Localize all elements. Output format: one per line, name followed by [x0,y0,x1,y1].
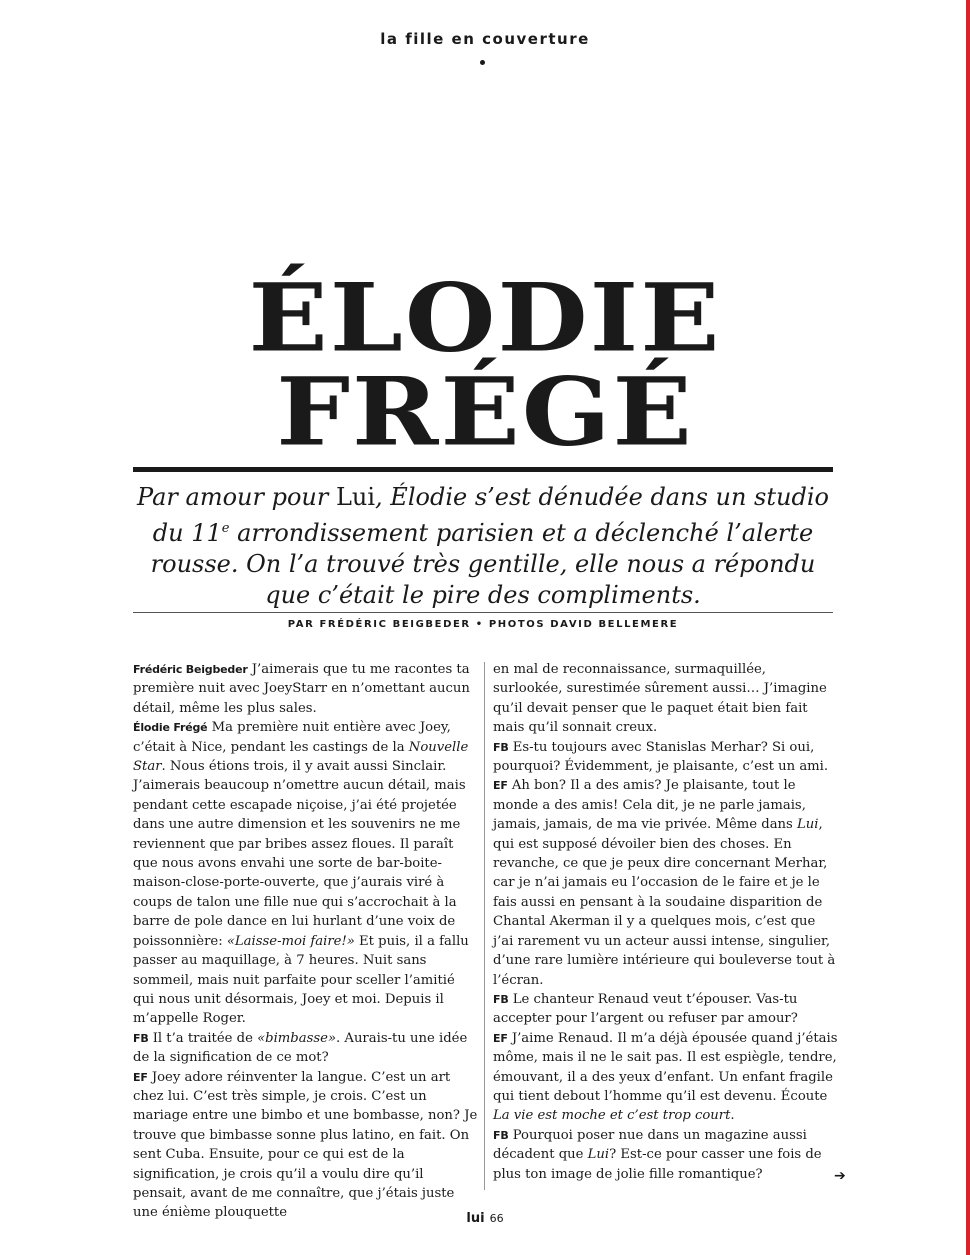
question-text: Es-tu toujours avec Stanislas Merhar? Si oui, pourquoi? Évidemment, je plaisante, c’est un ami. [493,739,829,775]
article-title-line-2: FRÉGÉ [276,356,694,467]
answer [133,1068,478,1223]
question [133,660,478,718]
answer [133,718,478,1029]
deck-text: arrondissement parisien et a déclenché l’alerte rousse. On l’a trouvé très gentille, elle nous a répondu que c’était le pire des compliments. [150,519,816,609]
answer [493,1029,838,1126]
speaker-label: FB [133,1031,149,1045]
answer [493,776,838,989]
answer-italic: Nouvelle Star [133,739,469,775]
answer-text: . [730,1108,735,1124]
answer-italic: Lui [797,817,819,833]
speaker-label: EF [493,779,508,793]
deck-text: , Élodie s’est dénudée dans un studio du 11 [152,483,829,547]
question [493,990,838,1029]
answer-text: Joey adore réinventer la langue. C’est un art chez lui. C’est très simple, je crois. C’est un mariage entre une bimbo et une bombasse, non? Je trouve que bimbasse sonne plus latino, en fait. On sent Cuba. Ensuite, pour ce qui est de la signification, je crois qu’il a voulu dire qu’il pensait, avant de me connaître, que j’étais juste une énième plouquette [133,1069,478,1221]
answer-text: Ma première nuit entière avec Joey, c’était à Nice, pendant les castings de la [133,720,451,755]
speaker-label: FB [493,1128,509,1142]
rubric-dot [480,60,485,65]
speaker-label: Élodie Frégé [133,721,208,735]
page-footer [0,1207,970,1226]
question-text: ? Est-ce pour casser une fois de plus ton image de jolie fille romantique? [493,1147,822,1182]
speaker-label: FB [493,740,509,754]
byline: PAR FRÉDÉRIC BEIGBEDER • PHOTOS DAVID BELLEMERE [287,619,679,630]
speaker-label: EF [493,1031,508,1045]
deck-magazine-name: Lui [335,483,376,511]
speaker-label: EF [133,1070,148,1084]
speaker-label: FB [493,992,509,1006]
byline-rule [133,612,833,613]
answer-text: , qui est supposé dévoiler bien des choses. En revanche, ce que je peux dire concernant Merhar, car je n’ai jamais eu l’occasion de le faire et je le fais aussi en pensant à la soudaine disparition de Chantal Akerman il y a quelques mois, c’est que j’ai rarement vu un acteur aussi intense, singulier, d’une rare lumière intérieure qui bouleverse tout à l’écran. [493,817,836,988]
question-text: Pourquoi poser nue dans un magazine aussi décadent que [493,1127,807,1163]
question [493,1126,838,1184]
question-text: Le chanteur Renaud veut t’épouser. Vas-tu accepter pour l’argent ou refuser par amour? [493,991,798,1027]
question-text: Il t’a traitée de [148,1030,258,1046]
speaker-label: Frédéric Beigbeder [133,663,248,676]
answer-continued [493,660,838,738]
column-divider [484,662,485,1190]
text-column-right [493,660,838,1184]
article-deck [133,482,833,611]
page-number: 66 [489,1212,504,1225]
question [493,738,838,777]
answer-text: en mal de reconnaissance, surmaquillée, surlookée, surestimée sûrement aussi… J’imagine qu’il devait penser que le paquet était bien fait mais qu’il sonnait creux. [493,662,827,736]
question-text: J’aimerais que tu me racontes ta première nuit avec JoeyStarr en n’omettant aucun détail, même les plus sales. [133,662,470,716]
continue-arrow-icon: ➔ [834,1168,846,1184]
question [133,1029,478,1068]
page-edge-accent [966,0,970,1255]
title-rule [133,467,833,472]
question-italic: «bimbasse» [257,1030,337,1046]
answer-italic: «Laisse-moi faire!» [226,933,355,949]
answer-text: Ah bon? Il a des amis? Je plaisante, tout le monde a des amis! Cela dit, je ne parle jamais, jamais, jamais, de ma vie privée. Même dans [493,778,806,833]
text-column-left [133,660,478,1223]
question-text: . Aurais-tu une idée de la signification de ce mot? [133,1030,468,1066]
question-italic: Lui [587,1147,610,1163]
magazine-logo: lui [466,1211,485,1226]
section-rubric: la fille en couverture [380,30,590,48]
answer-text: Et puis, il a fallu passer au maquillage, à 7 heures. Nuit sans sommeil, mais nuit parfaite pour sceller l’amitié qui nous unit désormais, Joey et moi. Depuis il m’appelle Roger. [133,933,469,1027]
deck-superscript: e [221,521,230,536]
answer-text: J’aime Renaud. Il m’a déjà épousée quand j’étais môme, mais il ne le sait pas. Il est espiègle, tendre, émouvant, il a des yeux d’enfant. Un enfant fragile qui tient debout l’homme qu’il est devenu. Écoute [493,1030,838,1104]
answer-text: . Nous étions trois, il y avait aussi Sinclair. J’aimerais beaucoup n’omettre aucun détail, mais pendant cette escapade niçoise, j’ai été projetée dans une autre dimension et les souvenirs ne me reviennent que par bribes assez floues. Il paraît que nous avons envahi une sorte de bar-boite-maison-close-porte-ouverte, que j’aurais viré à coups de talon une fille nue qui s’accrochait à la barre de pole dance en lui hurlant d’une voix de poissonnière: [133,759,466,949]
deck-text: Par amour pour [137,483,336,511]
answer-italic: La vie est moche et c’est trop court [493,1108,731,1124]
article-title-line-1: ÉLODIE [248,262,722,373]
